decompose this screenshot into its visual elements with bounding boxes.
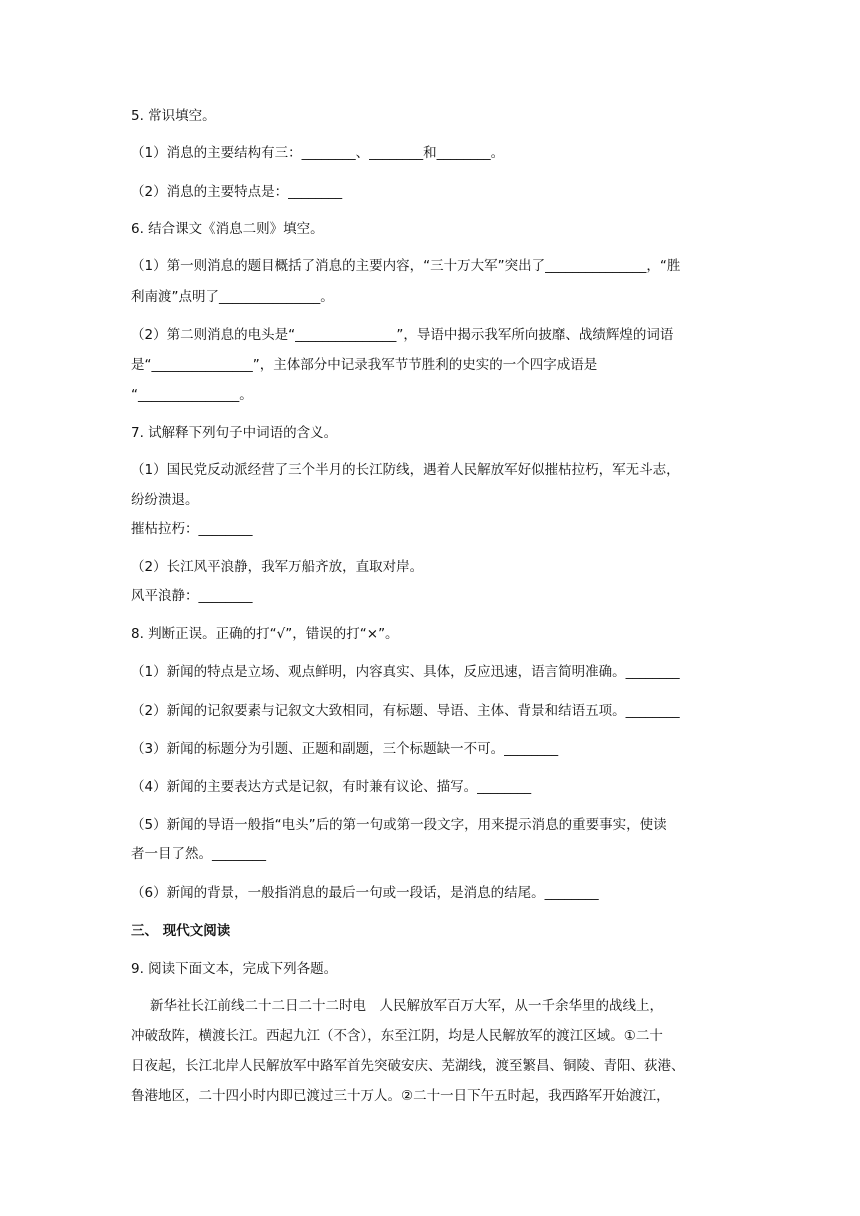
q7-item-1-line2: 纷纷溃退。: [131, 492, 199, 508]
q7-item-1-line1: （1）国民党反动派经营了三个半月的长江防线，遇着人民解放军好似摧枯拉朽，军无斗志，: [131, 462, 680, 478]
q7-item-2: （2）长江风平浪静，我军万船齐放，直取对岸。: [131, 559, 424, 575]
passage-line-2: 冲破敌阵，横渡长江。西起九江（不含），东至江阴，均是人民解放军的渡江区域。①二十: [131, 1028, 663, 1044]
q8-item-6: （6）新闻的背景，一般指消息的最后一句或一段话，是消息的结尾。________: [131, 885, 599, 901]
q6-item-2-line2: 是“_______________”，主体部分中记录我军节节胜利的史实的一个四字成语是: [131, 357, 598, 373]
q6-item-1-line1: （1）第一则消息的题目概括了消息的主要内容，“三十万大军”突出了_______________，“胜: [131, 258, 681, 274]
q7-item-2-answer: 风平浪静：________: [131, 588, 253, 604]
passage-line-3: 日夜起，长江北岸人民解放军中路军首先突破安庆、芜湖线，渡至繁昌、铜陵、青阳、荻港、: [131, 1058, 685, 1074]
q8-item-1: （1）新闻的特点是立场、观点鲜明，内容真实、具体，反应迅速，语言简明准确。________: [131, 664, 680, 680]
q5-item-1: （1）消息的主要结构有三：________、________和________。: [131, 145, 505, 161]
passage-line-1: 新华社长江前线二十二日二十二时电 人民解放军百万大军，从一千余华里的战线上，: [150, 998, 663, 1014]
q8-heading: 8. 判断正误。正确的打“√”，错误的打“×”。: [131, 626, 399, 642]
passage-line-4: 鲁港地区，二十四小时内即已渡过三十万人。②二十一日下午五时起，我西路军开始渡江，: [131, 1088, 670, 1104]
q6-item-2-line1: （2）第二则消息的电头是“_______________”，导语中揭示我军所向披靡、战绩辉煌的词语: [131, 327, 674, 343]
q5-heading: 5. 常识填空。: [131, 108, 216, 124]
q8-item-5-line2: 者一目了然。________: [131, 846, 266, 862]
q7-heading: 7. 试解释下列句子中词语的含义。: [131, 425, 338, 441]
q8-item-5-line1: （5）新闻的导语一般指“电头”后的第一句或第一段文字，用来提示消息的重要事实，使读: [131, 817, 667, 833]
q6-heading: 6. 结合课文《消息二则》填空。: [131, 221, 324, 237]
q7-item-1-answer: 摧枯拉朽：________: [131, 521, 253, 537]
q8-item-2: （2）新闻的记叙要素与记叙文大致相同，有标题、导语、主体、背景和结语五项。________: [131, 703, 680, 719]
q8-item-3: （3）新闻的标题分为引题、正题和副题，三个标题缺一不可。________: [131, 741, 559, 757]
q9-heading: 9. 阅读下面文本，完成下列各题。: [131, 961, 338, 977]
q6-item-2-line3: “_______________。: [131, 387, 253, 403]
section-heading: 三、 现代文阅读: [131, 923, 231, 939]
q5-item-2: （2）消息的主要特点是：________: [131, 184, 343, 200]
q8-item-4: （4）新闻的主要表达方式是记叙，有时兼有议论、描写。________: [131, 779, 532, 795]
q6-item-1-line2: 利南渡”点明了_______________。: [131, 289, 334, 305]
